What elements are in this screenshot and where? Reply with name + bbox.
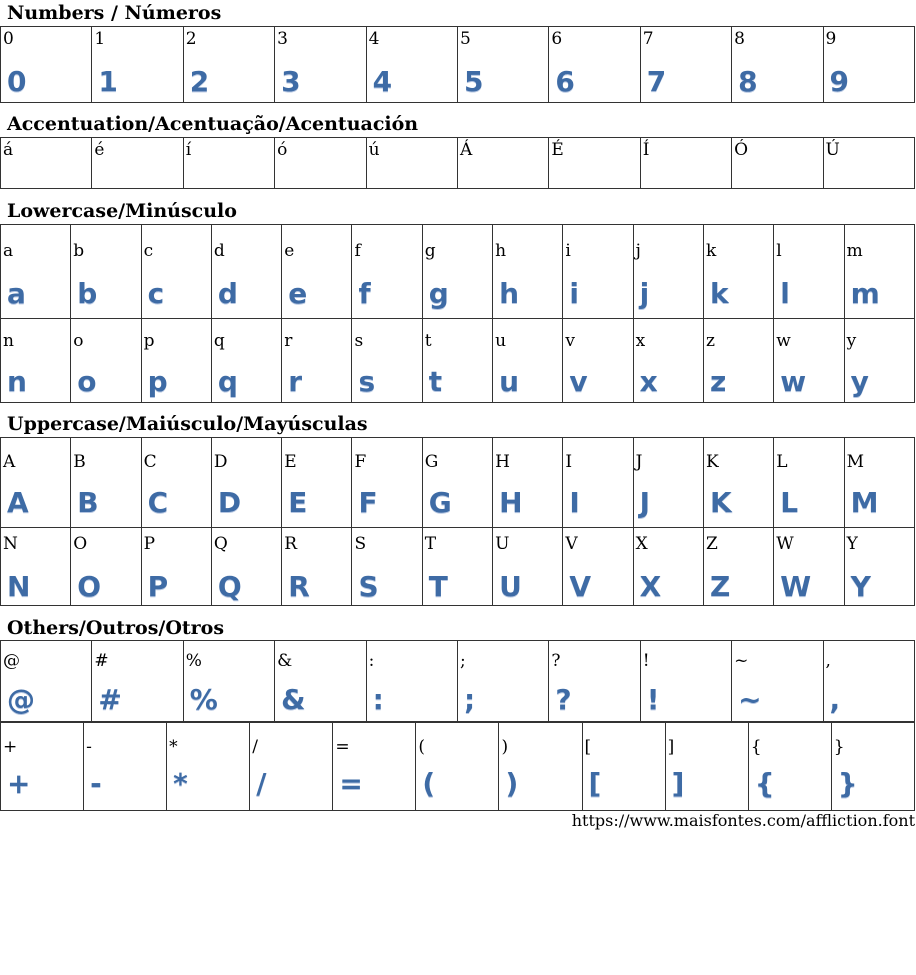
character-label: D xyxy=(213,452,228,472)
section-title-numbers: Numbers / Números xyxy=(7,2,222,24)
lower2-cell xyxy=(282,319,352,403)
character-label: P xyxy=(143,534,156,554)
glyph-sample: q xyxy=(217,365,238,398)
numbers-cell xyxy=(823,27,914,103)
glyph-sample: T xyxy=(428,570,448,603)
accents-cell xyxy=(732,138,823,189)
numbers-cell xyxy=(640,27,731,103)
lower1-cell xyxy=(774,225,844,319)
upper2-cell xyxy=(493,528,563,606)
lower1-cell xyxy=(563,225,633,319)
character-label: m xyxy=(846,241,863,261)
numbers-cell xyxy=(1,27,92,103)
glyph-sample: R xyxy=(288,570,310,603)
character-label: X xyxy=(635,534,648,554)
character-label: ; xyxy=(459,651,466,671)
character-label: 7 xyxy=(642,29,654,49)
character-label: 2 xyxy=(185,29,197,49)
glyph-sample: k xyxy=(709,277,729,310)
glyph-sample: i xyxy=(569,277,579,310)
glyph-sample: s xyxy=(358,365,376,398)
glyph-sample: 6 xyxy=(555,65,575,98)
character-label: y xyxy=(846,331,857,351)
section-title-others: Others/Outros/Otros xyxy=(7,617,225,639)
lower1-cell xyxy=(211,225,281,319)
character-label: * xyxy=(169,737,178,757)
lower2-cell xyxy=(352,319,422,403)
upper2-cell xyxy=(633,528,703,606)
glyph-sample: ; xyxy=(463,683,476,716)
glyph-sample: p xyxy=(147,365,168,398)
character-label: Ú xyxy=(825,140,840,160)
glyph-sample: 9 xyxy=(829,65,849,98)
character-label: S xyxy=(354,534,367,554)
glyph-sample: } xyxy=(837,767,858,800)
character-label: á xyxy=(3,140,14,160)
glyph-sample: O xyxy=(77,570,102,603)
glyph-sample: 0 xyxy=(7,65,27,98)
upper1-cell xyxy=(71,438,141,528)
glyph-sample: Y xyxy=(850,570,871,603)
character-label: o xyxy=(73,331,84,351)
glyph-sample: Q xyxy=(217,570,242,603)
section-title-accents: Accentuation/Acentuação/Acentuación xyxy=(7,113,419,135)
character-label: I xyxy=(565,452,573,472)
upper1-cell xyxy=(141,438,211,528)
others1-cell xyxy=(1,641,92,722)
glyph-sample: B xyxy=(77,486,99,519)
glyph-sample: l xyxy=(780,277,790,310)
lower2-cell xyxy=(493,319,563,403)
character-label: 9 xyxy=(825,29,837,49)
section-title-lowercase: Lowercase/Minúsculo xyxy=(7,200,237,222)
character-label: q xyxy=(213,331,225,351)
glyph-sample: V xyxy=(569,570,592,603)
others-grid-row-2 xyxy=(0,722,915,811)
character-label: T xyxy=(424,534,437,554)
glyph-sample: ( xyxy=(422,767,436,800)
character-label: 8 xyxy=(734,29,745,49)
lower2-cell xyxy=(844,319,914,403)
character-label: E xyxy=(284,452,297,472)
others2-cell xyxy=(748,723,831,811)
character-label: ~ xyxy=(734,651,749,671)
upper2-cell xyxy=(1,528,71,606)
character-label: 3 xyxy=(277,29,288,49)
character-label: C xyxy=(143,452,157,472)
others2-cell xyxy=(1,723,84,811)
accents-cell xyxy=(275,138,366,189)
others2-cell xyxy=(84,723,167,811)
upper2-cell xyxy=(71,528,141,606)
character-label: k xyxy=(705,241,717,261)
character-label: F xyxy=(354,452,367,472)
character-label: G xyxy=(424,452,439,472)
glyph-sample: o xyxy=(77,365,97,398)
character-label: { xyxy=(750,737,762,757)
accents-cell xyxy=(92,138,183,189)
accents-grid xyxy=(0,137,915,189)
others1-cell xyxy=(457,641,548,722)
upper1-cell xyxy=(282,438,352,528)
character-label: W xyxy=(776,534,794,554)
character-label: t xyxy=(424,331,432,351)
character-label: U xyxy=(495,534,510,554)
character-label: ? xyxy=(551,651,561,671)
lowercase-grid-row-1 xyxy=(0,224,915,319)
character-label: Q xyxy=(213,534,228,554)
lower1-cell xyxy=(141,225,211,319)
glyph-sample: c xyxy=(147,277,165,310)
accents-cell xyxy=(549,138,640,189)
lower2-cell xyxy=(774,319,844,403)
character-label: Z xyxy=(705,534,718,554)
glyph-sample: @ xyxy=(7,683,35,716)
numbers-cell xyxy=(275,27,366,103)
character-label: ó xyxy=(277,140,288,160)
glyph-sample: D xyxy=(217,486,242,519)
glyph-sample: K xyxy=(709,486,732,519)
character-label: [ xyxy=(584,737,592,757)
lower1-cell xyxy=(71,225,141,319)
glyph-sample: j xyxy=(639,277,650,310)
others2-cell xyxy=(416,723,499,811)
lower2-cell xyxy=(71,319,141,403)
upper2-cell xyxy=(422,528,492,606)
character-label: ! xyxy=(642,651,650,671)
others2-cell xyxy=(499,723,582,811)
character-label: b xyxy=(73,241,85,261)
character-label: ] xyxy=(667,737,675,757)
others1-cell xyxy=(823,641,914,722)
character-label: w xyxy=(776,331,791,351)
upper2-cell xyxy=(774,528,844,606)
character-label: 6 xyxy=(551,29,563,49)
character-label: , xyxy=(825,651,831,671)
others1-cell xyxy=(640,641,731,722)
glyph-sample: % xyxy=(189,683,218,716)
character-label: : xyxy=(368,651,375,671)
character-label: - xyxy=(86,737,92,757)
glyph-sample: h xyxy=(499,277,520,310)
upper2-cell xyxy=(844,528,914,606)
lower2-cell xyxy=(422,319,492,403)
character-label: í xyxy=(185,140,192,160)
glyph-sample: [ xyxy=(588,767,602,800)
upper1-cell xyxy=(774,438,844,528)
glyph-sample: A xyxy=(7,486,29,519)
lower1-cell xyxy=(844,225,914,319)
character-label: R xyxy=(284,534,297,554)
section-title-uppercase: Uppercase/Maiúsculo/Mayúsculas xyxy=(7,413,368,435)
character-label: B xyxy=(73,452,86,472)
glyph-sample: N xyxy=(7,570,31,603)
character-label: n xyxy=(3,331,14,351)
character-label: V xyxy=(565,534,578,554)
glyph-sample: d xyxy=(217,277,238,310)
glyph-sample: ) xyxy=(505,767,519,800)
character-label: 1 xyxy=(94,29,106,49)
glyph-sample: m xyxy=(850,277,880,310)
numbers-cell xyxy=(732,27,823,103)
glyph-sample: v xyxy=(569,365,588,398)
glyph-sample: G xyxy=(428,486,452,519)
glyph-sample: + xyxy=(7,767,31,800)
glyph-sample: , xyxy=(829,683,841,716)
upper1-cell xyxy=(703,438,773,528)
uppercase-grid-row-1 xyxy=(0,437,915,528)
character-label: h xyxy=(495,241,507,261)
character-label: @ xyxy=(3,651,20,671)
character-label: g xyxy=(424,241,436,261)
footer-url: https://www.maisfontes.com/affliction.font xyxy=(571,811,915,830)
lower1-cell xyxy=(703,225,773,319)
glyph-sample: e xyxy=(288,277,308,310)
lower2-cell xyxy=(141,319,211,403)
character-label: = xyxy=(335,737,350,757)
character-label: + xyxy=(3,737,18,757)
glyph-sample: W xyxy=(780,570,812,603)
lower1-cell xyxy=(422,225,492,319)
glyph-sample: * xyxy=(173,767,188,800)
character-label: Í xyxy=(642,140,650,160)
others1-cell xyxy=(183,641,274,722)
others2-cell xyxy=(665,723,748,811)
lower1-cell xyxy=(493,225,563,319)
glyph-sample: S xyxy=(358,570,379,603)
upper2-cell xyxy=(282,528,352,606)
glyph-sample: x xyxy=(639,365,658,398)
character-label: 4 xyxy=(368,29,380,49)
character-label: i xyxy=(565,241,571,261)
others2-cell xyxy=(167,723,250,811)
glyph-sample: 3 xyxy=(281,65,301,98)
character-label: & xyxy=(277,651,293,671)
others1-cell xyxy=(92,641,183,722)
character-label: Á xyxy=(459,140,473,160)
glyph-sample: u xyxy=(499,365,520,398)
glyph-sample: ? xyxy=(555,683,572,716)
numbers-cell xyxy=(457,27,548,103)
lower2-cell xyxy=(633,319,703,403)
lower1-cell xyxy=(633,225,703,319)
character-label: é xyxy=(94,140,105,160)
character-label: O xyxy=(73,534,88,554)
character-label: l xyxy=(776,241,782,261)
glyph-sample: M xyxy=(850,486,879,519)
glyph-sample: U xyxy=(499,570,522,603)
character-label: # xyxy=(94,651,109,671)
others2-cell xyxy=(333,723,416,811)
upper1-cell xyxy=(1,438,71,528)
character-label: / xyxy=(252,737,258,757)
lower2-cell xyxy=(1,319,71,403)
upper2-cell xyxy=(563,528,633,606)
glyph-sample: E xyxy=(288,486,308,519)
others2-cell xyxy=(250,723,333,811)
upper1-cell xyxy=(352,438,422,528)
uppercase-grid-row-2 xyxy=(0,527,915,606)
glyph-sample: & xyxy=(281,683,306,716)
glyph-sample: { xyxy=(754,767,775,800)
glyph-sample: a xyxy=(7,277,26,310)
glyph-sample: 5 xyxy=(463,65,484,98)
numbers-cell xyxy=(366,27,457,103)
others-grid-row-1 xyxy=(0,640,915,722)
character-label: f xyxy=(354,241,361,261)
glyph-sample: b xyxy=(77,277,98,310)
glyph-sample: z xyxy=(709,365,727,398)
glyph-sample: - xyxy=(90,767,102,800)
character-label: j xyxy=(635,241,641,261)
glyph-sample: P xyxy=(147,570,169,603)
character-label: v xyxy=(565,331,575,351)
glyph-sample: / xyxy=(256,767,267,800)
character-label: M xyxy=(846,452,864,472)
glyph-sample: 8 xyxy=(738,65,758,98)
character-label: % xyxy=(185,651,202,671)
character-label: Ó xyxy=(734,140,749,160)
glyph-sample: ~ xyxy=(738,683,762,716)
glyph-sample: H xyxy=(499,486,523,519)
character-label: ( xyxy=(418,737,426,757)
glyph-sample: X xyxy=(639,570,662,603)
character-label: 0 xyxy=(3,29,14,49)
accents-cell xyxy=(366,138,457,189)
character-label: u xyxy=(495,331,507,351)
accents-cell xyxy=(457,138,548,189)
lower1-cell xyxy=(1,225,71,319)
numbers-cell xyxy=(183,27,274,103)
others2-cell xyxy=(582,723,665,811)
accents-cell xyxy=(823,138,914,189)
glyph-sample: : xyxy=(372,683,384,716)
character-label: A xyxy=(3,452,16,472)
glyph-sample: 4 xyxy=(372,65,393,98)
glyph-sample: C xyxy=(147,486,169,519)
upper2-cell xyxy=(211,528,281,606)
glyph-sample: ] xyxy=(671,767,685,800)
glyph-sample: = xyxy=(339,767,363,800)
upper1-cell xyxy=(211,438,281,528)
glyph-sample: 7 xyxy=(646,65,667,98)
others1-cell xyxy=(732,641,823,722)
character-label: r xyxy=(284,331,293,351)
character-label: } xyxy=(833,737,845,757)
character-label: s xyxy=(354,331,364,351)
glyph-sample: g xyxy=(428,277,449,310)
lower1-cell xyxy=(352,225,422,319)
glyph-sample: # xyxy=(98,683,122,716)
numbers-cell xyxy=(92,27,183,103)
lowercase-grid-row-2 xyxy=(0,318,915,403)
glyph-sample: I xyxy=(569,486,580,519)
numbers-grid xyxy=(0,26,915,103)
glyph-sample: L xyxy=(780,486,799,519)
upper1-cell xyxy=(633,438,703,528)
upper1-cell xyxy=(563,438,633,528)
upper1-cell xyxy=(422,438,492,528)
lower1-cell xyxy=(282,225,352,319)
glyph-sample: ! xyxy=(646,683,660,716)
glyph-sample: r xyxy=(288,365,302,398)
character-label: É xyxy=(551,140,564,160)
character-label: N xyxy=(3,534,18,554)
upper1-cell xyxy=(844,438,914,528)
upper2-cell xyxy=(703,528,773,606)
others2-cell xyxy=(831,723,914,811)
lower2-cell xyxy=(563,319,633,403)
character-label: c xyxy=(143,241,154,261)
accents-cell xyxy=(183,138,274,189)
numbers-cell xyxy=(549,27,640,103)
glyph-sample: y xyxy=(850,365,869,398)
character-label: J xyxy=(635,452,643,472)
glyph-sample: Z xyxy=(709,570,731,603)
character-label: a xyxy=(3,241,14,261)
glyph-sample: f xyxy=(358,277,371,310)
character-label: 5 xyxy=(459,29,471,49)
others1-cell xyxy=(275,641,366,722)
lower2-cell xyxy=(211,319,281,403)
character-label: d xyxy=(213,241,225,261)
character-label: z xyxy=(705,331,715,351)
glyph-sample: n xyxy=(7,365,27,398)
glyph-sample: 2 xyxy=(189,65,210,98)
others1-cell xyxy=(366,641,457,722)
glyph-sample: w xyxy=(780,365,807,398)
upper2-cell xyxy=(352,528,422,606)
accents-cell xyxy=(1,138,92,189)
character-label: x xyxy=(635,331,646,351)
others1-cell xyxy=(549,641,640,722)
character-label: K xyxy=(705,452,719,472)
upper2-cell xyxy=(141,528,211,606)
character-label: ú xyxy=(368,140,380,160)
lower2-cell xyxy=(703,319,773,403)
glyph-sample: t xyxy=(428,365,443,398)
glyph-sample: F xyxy=(358,486,378,519)
accents-cell xyxy=(640,138,731,189)
character-label: ) xyxy=(501,737,509,757)
glyph-sample: 1 xyxy=(98,65,118,98)
glyph-sample: J xyxy=(639,486,651,519)
character-label: H xyxy=(495,452,510,472)
character-label: Y xyxy=(846,534,858,554)
character-label: p xyxy=(143,331,155,351)
upper1-cell xyxy=(493,438,563,528)
character-label: L xyxy=(776,452,788,472)
character-label: e xyxy=(284,241,295,261)
